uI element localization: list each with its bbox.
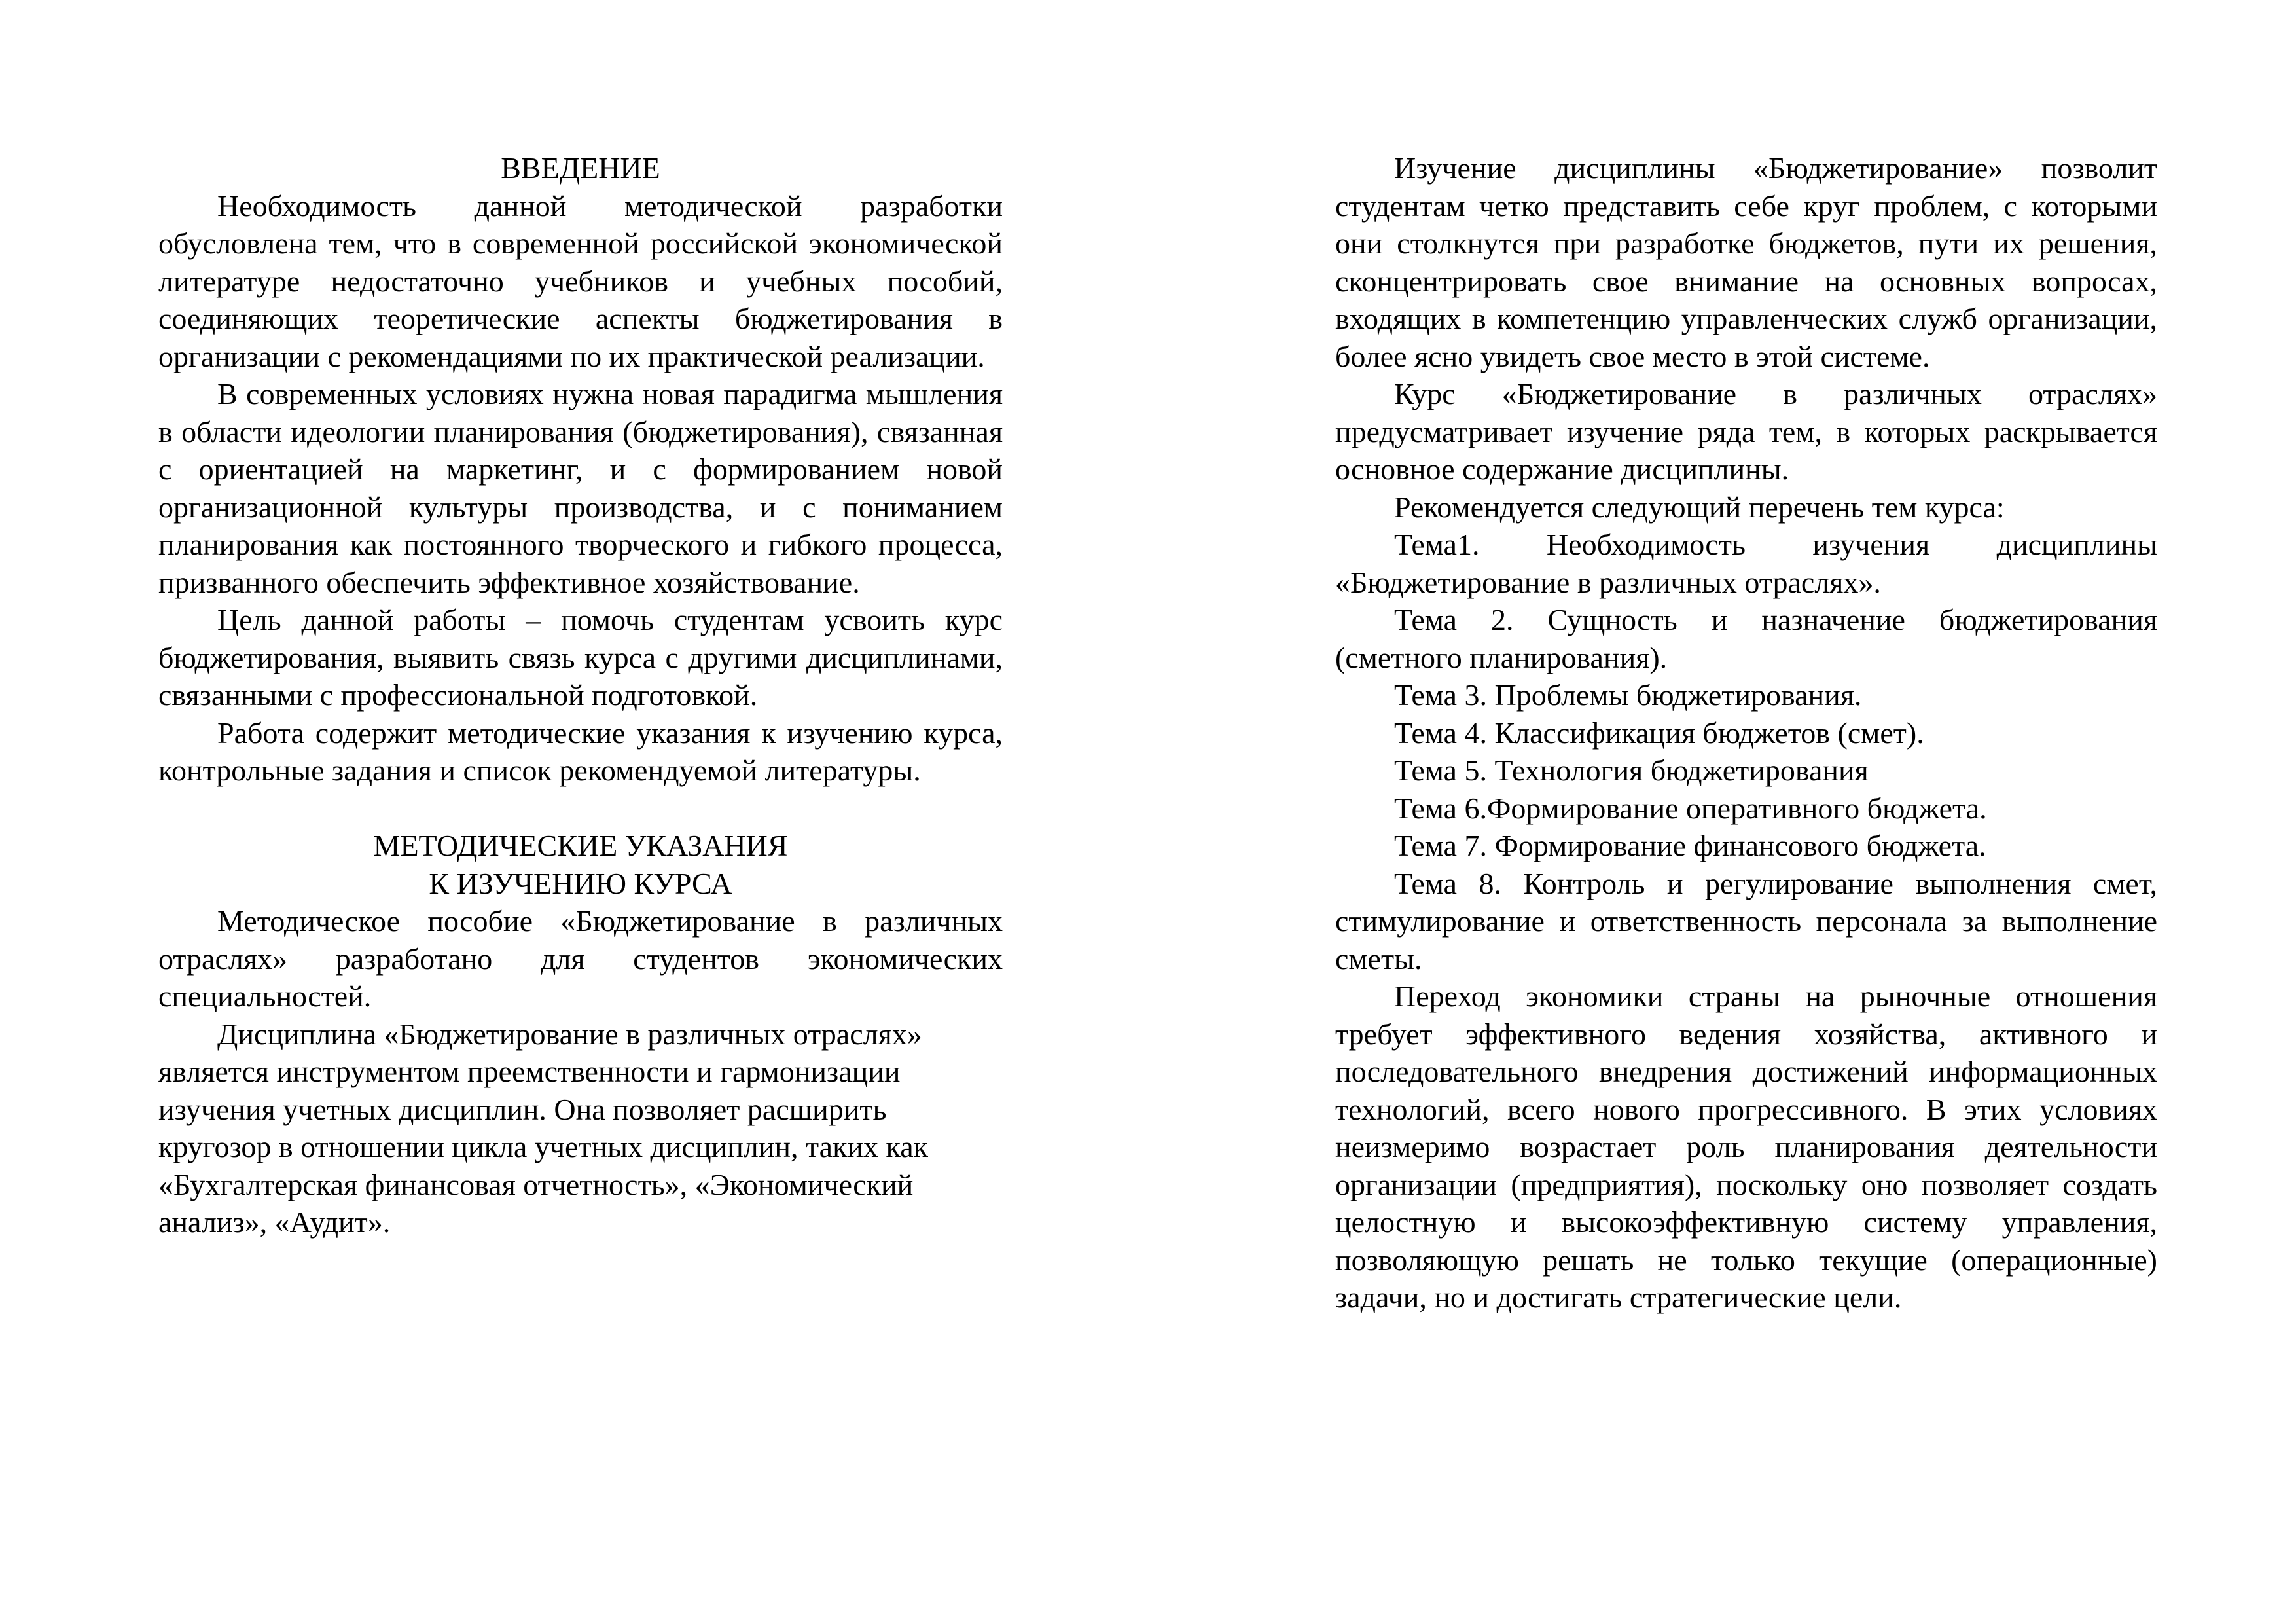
topic-2: Тема 2. Сущность и назначение бюджетирования (сметного планирования). (1335, 603, 2157, 674)
left-page (158, 149, 1003, 1241)
intro-paragraph-4: Работа содержит методические указания к изучению курса, контрольные задания и список рекомендуемой литературы. (158, 716, 1003, 787)
right-paragraph-final: Переход экономики страны на рыночные отношения требует эффективного ведения хозяйства, активного и последовательного внедрения достижений информационных технологий, всего нового прогрессивного. В этих условиях неизмеримо возрастает роль планирования деятельности организации (предприятия), поскольку оно позволяет создать целостную и высокоэффективную систему управления, позволяющую решать не только текущие (операционные) задачи, но и достигать стратегические цели. (1335, 979, 2157, 1314)
topic-8: Тема 8. Контроль и регулирование выполнения смет, стимулирование и ответственность персонала за выполнение сметы. (1335, 866, 2157, 976)
intro-paragraph-3: Цель данной работы – помочь студентам усвоить курс бюджетирования, выявить связь курса с другими дисциплинами, связанными с профессиональной подготовкой. (158, 603, 1003, 712)
intro-paragraph-1: Необходимость данной методической разработки обусловлена тем, что в современной российской экономической литературе недостаточно учебников и учебных пособий, соединяющих теоретические аспекты бюджетирования в организации с рекомендациями по их практической реализации. (158, 189, 1003, 373)
right-paragraph-2: Курс «Бюджетирование в различных отраслях» предусматривает изучение ряда тем, в которых раскрывается основное содержание дисциплины. (1335, 377, 2157, 486)
section-spacer (158, 790, 1003, 828)
right-paragraph-1: Изучение дисциплины «Бюджетирование» позволит студентам четко представить себе круг проблем, с которыми они столкнутся при разработке бюджетов, пути их решения, сконцентрировать свое внимание на основных вопросах, входящих в компетенцию управленческих служб организации, более ясно увидеть свое место в этой системе. (1335, 151, 2157, 373)
topic-4: Тема 4. Классификация бюджетов (смет). (1394, 716, 1924, 750)
topic-7: Тема 7. Формирование финансового бюджета. (1394, 829, 1986, 862)
topics-intro: Рекомендуется следующий перечень тем курса: (1394, 490, 2005, 524)
topic-6: Тема 6.Формирование оперативного бюджета. (1394, 791, 1987, 825)
methodical-heading-line-2: К ИЗУЧЕНИЮ КУРСА (429, 866, 732, 900)
right-page (1335, 149, 2157, 1317)
introduction-heading: ВВЕДЕНИЕ (501, 151, 660, 185)
method-paragraph-1: Методическое пособие «Бюджетирование в различных отраслях» разработано для студентов экономических специальностей. (158, 904, 1003, 1013)
methodical-heading-line-1: МЕТОДИЧЕСКИЕ УКАЗАНИЯ (373, 829, 788, 862)
method-paragraph-2: Дисциплина «Бюджетирование в различных отраслях» является инструментом преемственности и гармонизации изучения учетных дисциплин. Она позволяет расширить кругозор в отношении цикла учетных дисциплин, таких как «Бухгалтерская финансовая отчетность», «Экономический анализ», «Аудит». (158, 1017, 928, 1239)
intro-paragraph-2: В современных условиях нужна новая парадигма мышления в области идеологии планирования (бюджетирования), связанная с ориентацией на маркетинг, и с формированием новой организационной культуры производства, и с пониманием планирования как постоянного творческого и гибкого процесса, призванного обеспечить эффективное хозяйствование. (158, 377, 1003, 599)
topic-3: Тема 3. Проблемы бюджетирования. (1394, 678, 1862, 712)
topic-1: Тема1. Необходимость изучения дисциплины «Бюджетирование в различных отраслях». (1335, 528, 2157, 599)
topic-5: Тема 5. Технология бюджетирования (1394, 754, 1869, 787)
